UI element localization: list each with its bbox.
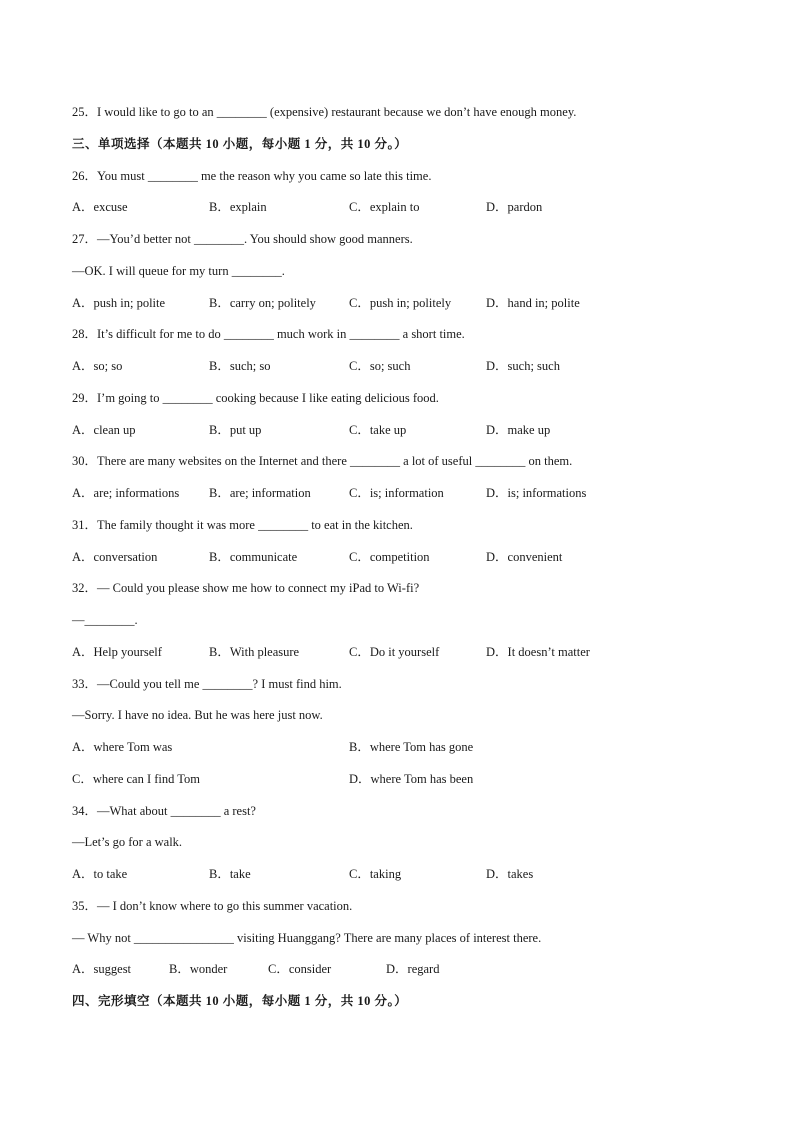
q34opts-option-d: D．takes xyxy=(486,867,534,881)
q35opts-option-c: C．consider xyxy=(268,962,332,976)
question-line-q34: 34．—What about ________ a rest? xyxy=(72,804,256,818)
q29opts-option-c: C．take up xyxy=(349,423,407,437)
section-heading-sec4: 四、完形填空（本题共 10 小题，每小题 1 分，共 10 分。） xyxy=(72,994,408,1008)
q33optsC-option-c: C．where can I find Tom xyxy=(72,772,201,786)
q34opts-option-a: A．to take xyxy=(72,867,128,881)
question-line-q27b: —OK. I will queue for my turn ________. xyxy=(72,264,285,278)
q31opts-option-c: C．competition xyxy=(349,550,430,564)
q35opts-option-a: A．suggest xyxy=(72,962,132,976)
q28opts-option-b: B．such; so xyxy=(209,359,271,373)
q30opts-option-b: B．are; information xyxy=(209,486,311,500)
question-line-q33b: —Sorry. I have no idea. But he was here just now. xyxy=(72,708,323,722)
q34opts-option-b: B．take xyxy=(209,867,251,881)
question-line-q33: 33．—Could you tell me ________? I must find him. xyxy=(72,677,342,691)
q27opts-option-b: B．carry on; politely xyxy=(209,296,316,310)
q32opts-option-d: D．It doesn’t matter xyxy=(486,645,590,659)
q28opts-option-d: D．such; such xyxy=(486,359,560,373)
q27opts-option-d: D．hand in; polite xyxy=(486,296,580,310)
q26opts-option-a: A．excuse xyxy=(72,200,128,214)
q30opts-option-a: A．are; informations xyxy=(72,486,180,500)
q35opts-option-b: B．wonder xyxy=(169,962,228,976)
q30opts-option-c: C．is; information xyxy=(349,486,444,500)
q32opts-option-b: B．With pleasure xyxy=(209,645,300,659)
question-line-q30: 30．There are many websites on the Internet and there ________ a lot of useful ________ on them. xyxy=(72,454,573,468)
q35opts-option-d: D．regard xyxy=(386,962,440,976)
section-heading-sec3: 三、单项选择（本题共 10 小题，每小题 1 分，共 10 分。） xyxy=(72,137,408,151)
q27opts-option-c: C．push in; politely xyxy=(349,296,452,310)
q33optsA-option-b: B．where Tom has gone xyxy=(349,740,474,754)
question-line-q35: 35．— I don’t know where to go this summer vacation. xyxy=(72,899,353,913)
question-line-q35b: — Why not ________________ visiting Huanggang? There are many places of interest there. xyxy=(72,931,542,945)
question-line-q27: 27．—You’d better not ________. You should show good manners. xyxy=(72,232,413,246)
q26opts-option-b: B．explain xyxy=(209,200,267,214)
q33optsA-option-a: A．where Tom was xyxy=(72,740,173,754)
q32opts-option-c: C．Do it yourself xyxy=(349,645,440,659)
question-line-q26: 26．You must ________ me the reason why you came so late this time. xyxy=(72,169,432,183)
q26opts-option-c: C．explain to xyxy=(349,200,420,214)
q32opts-option-a: A．Help yourself xyxy=(72,645,162,659)
question-line-q29: 29．I’m going to ________ cooking because I like eating delicious food. xyxy=(72,391,439,405)
q31opts-option-d: D．convenient xyxy=(486,550,563,564)
question-line-q25: 25．I would like to go to an ________ (expensive) restaurant because we don’t have enough money. xyxy=(72,105,577,119)
q29opts-option-d: D．make up xyxy=(486,423,551,437)
question-line-q34b: —Let’s go for a walk. xyxy=(72,835,183,849)
q34opts-option-c: C．taking xyxy=(349,867,402,881)
q28opts-option-c: C．so; such xyxy=(349,359,411,373)
q30opts-option-d: D．is; informations xyxy=(486,486,587,500)
q26opts-option-d: D．pardon xyxy=(486,200,543,214)
q28opts-option-a: A．so; so xyxy=(72,359,123,373)
q31opts-option-a: A．conversation xyxy=(72,550,158,564)
question-line-q32b: —________. xyxy=(72,613,138,627)
question-line-q32: 32．— Could you please show me how to connect my iPad to Wi-fi? xyxy=(72,581,420,595)
q27opts-option-a: A．push in; polite xyxy=(72,296,166,310)
q29opts-option-a: A．clean up xyxy=(72,423,136,437)
q29opts-option-b: B．put up xyxy=(209,423,262,437)
q33optsC-option-d: D．where Tom has been xyxy=(349,772,474,786)
question-line-q28: 28．It’s difficult for me to do ________ much work in ________ a short time. xyxy=(72,327,465,341)
q31opts-option-b: B．communicate xyxy=(209,550,298,564)
question-line-q31: 31．The family thought it was more ________ to eat in the kitchen. xyxy=(72,518,413,532)
